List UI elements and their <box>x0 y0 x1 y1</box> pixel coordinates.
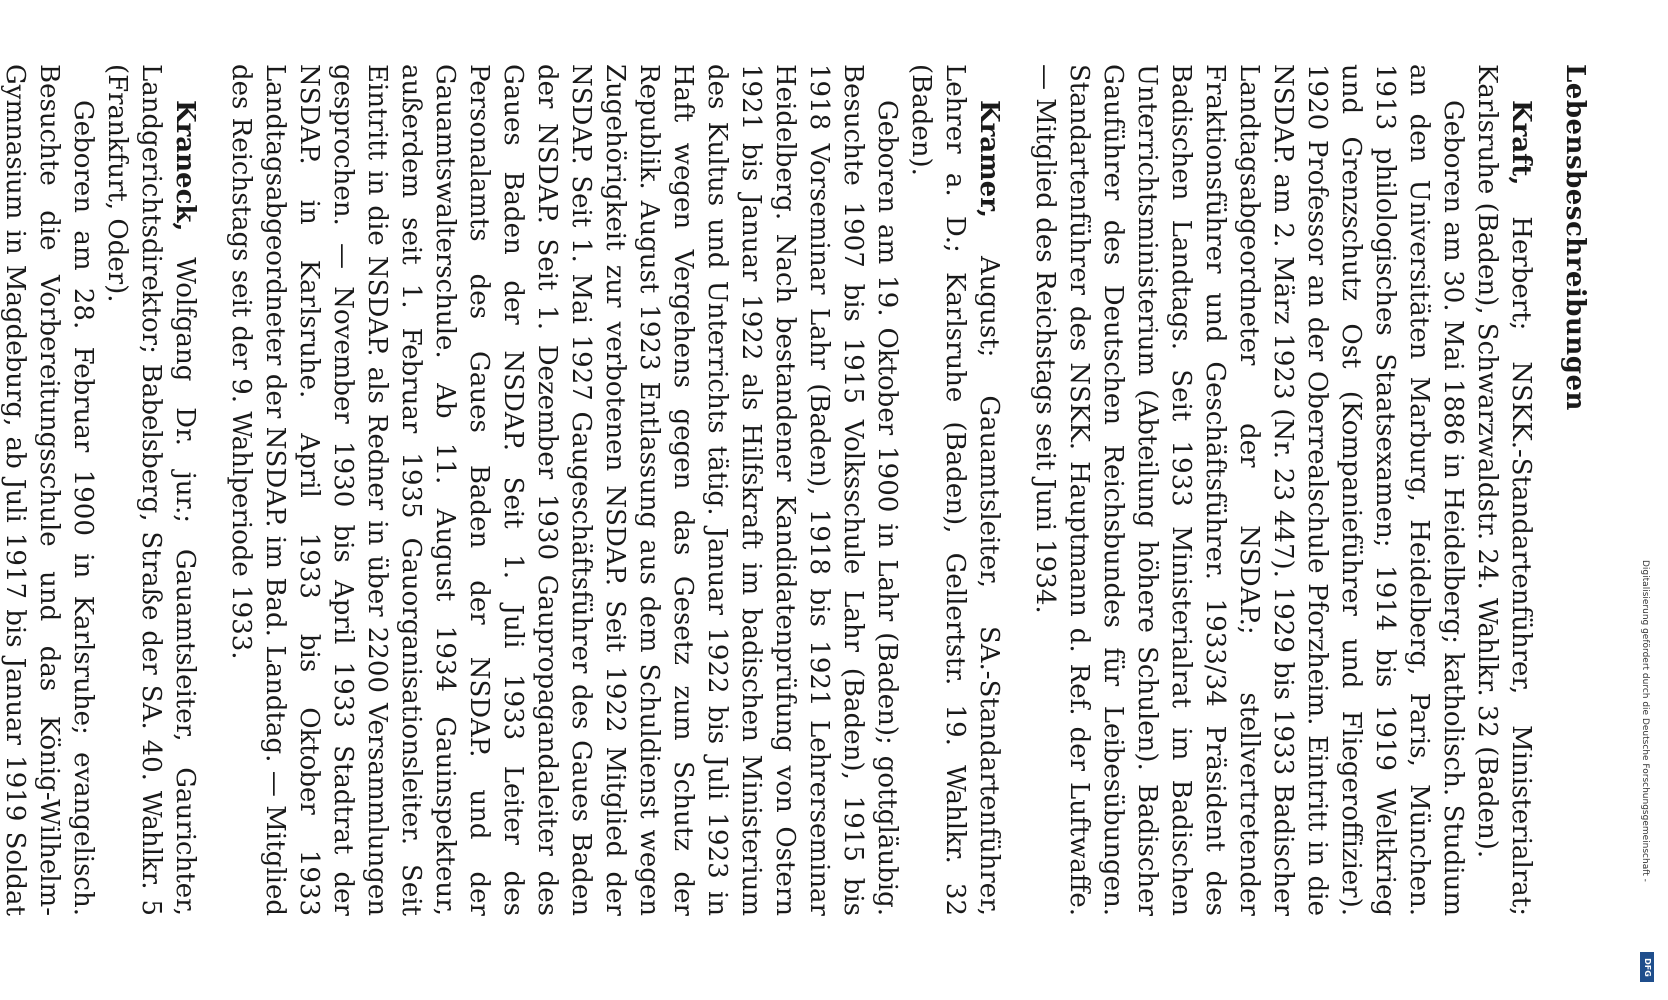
dfg-badge-text: DFG <box>1642 957 1652 977</box>
biography-entry <box>0 64 202 916</box>
biography-entry <box>224 64 1006 916</box>
entry-body: Geboren am 28. Februar 1900 in Karlsruhe; evangelisch. Besuchte die Vorbereitungsschule und das König-Wilhelm-Gymnasium in Magdeburg, ab Juli 1917 bis Januar 1919 Soldat <box>0 64 98 916</box>
entry-body: Geboren am 30. Mai 1886 in Heidelberg; katholisch. Studium an den Universitäten Marburg, Heidelberg, Paris, München. 1913 philologisches Staatsexamen; 1914 bis 1919 Weltkrieg und Grenzschutz Ost (Kompanieführer und Fliegeroffizier). 1920 Professor an der Oberrealschule Pforzheim. Eintritt in die NSDAP. am 2. März 1923 (Nr. 23 447). 1929 bis 1933 Badischer Landtagsabgeordneter der NSDAP.; stellvertretender Fraktionsführer und Geschäftsführer. 1933/34 Präsident des Badischen Landtags. Seit 1933 Ministerialrat im Badischen Unterrichtsministerium (Abteilung höhere Schulen). Badischer Gauführer des Deutschen Reichsbundes für Leibesübungen. Standartenführer des NSKK. Hauptmann d. Ref. der Luftwaffe. — Mitglied des Reichstags seit Juni 1934. <box>1030 64 1468 916</box>
entry-summary: Herbert; NSKK.-Standartenführer, Ministerialrat; Karlsruhe (Baden), Schwarzwaldstr. 24. Wahlkr. 32 (Baden). <box>1472 64 1536 916</box>
entry-name: Kraneck, <box>170 100 200 232</box>
digitization-credit <box>1636 560 1656 940</box>
document-page <box>0 40 1608 940</box>
entry-name: Kramer, <box>974 100 1004 219</box>
biography-entry <box>1028 64 1538 916</box>
entry-summary: Wolfgang Dr. jur.; Gauamtsleiter, Gaurichter, Landgerichtsdirektor; Babelsberg, Straße der SA. 40. Wahlkr. 5 (Frankfurt, Oder). <box>102 64 200 916</box>
entry-summary: August; Gauamtsleiter, SA.-Standartenführer, Lehrer a. D.; Karlsruhe (Baden), Gellertstr. 19. Wahlkr. 32 (Baden). <box>906 64 1004 916</box>
page-heading: Lebensbeschreibungen <box>1560 64 1590 411</box>
credit-text: Digitalisierung gefördert durch die Deutsche Forschungsgemeinschaft - <box>1640 560 1650 882</box>
entry-body: Geboren am 19. Oktober 1900 in Lahr (Baden); gottgläubig. Besuchte 1907 bis 1915 Volksschule Lahr (Baden), 1915 bis 1918 Vorseminar Lahr (Baden), 1918 bis 1921 Lehrerseminar Heidelberg. Nach bestandener Kandidatenprüfung von Ostern 1921 bis Januar 1922 als Hilfskraft im badischen Ministerium des Kultus und Unterrichts tätig. Januar 1922 bis Juli 1923 in Haft wegen Vergehens gegen das Gesetz zum Schutz der Republik. August 1923 Entlassung aus dem Schuldienst wegen Zugehörigkeit zur verbotenen NSDAP. Seit 1922 Mitglied der NSDAP. Seit 1. Mai 1927 Gaugeschäftsführer des Gaues Baden der NSDAP. Seit 1. Dezember 1930 Gaupropagandaleiter des Gaues Baden der NSDAP. Seit 1. Juli 1933 Leiter des Personalamts des Gaues Baden der NSDAP. und der Gauamtswalterschule. Ab 11. August 1934 Gauinspekteur, außerdem seit 1. Februar 1935 Gauorganisationsleiter. Seit Eintritt in die NSDAP. als Redner in über 2200 Versammlungen gesprochen. — November 1930 bis April 1933 Stadtrat der NSDAP. in Karlsruhe. April 1933 bis Oktober 1933 Landtagsabgeordneter der NSDAP. im Bad. Landtag. — Mitglied des Reichstags seit der 9. Wahlperiode 1933. <box>226 64 902 916</box>
dfg-logo-icon <box>1640 952 1654 982</box>
entry-name: Kraft, <box>1506 100 1536 186</box>
